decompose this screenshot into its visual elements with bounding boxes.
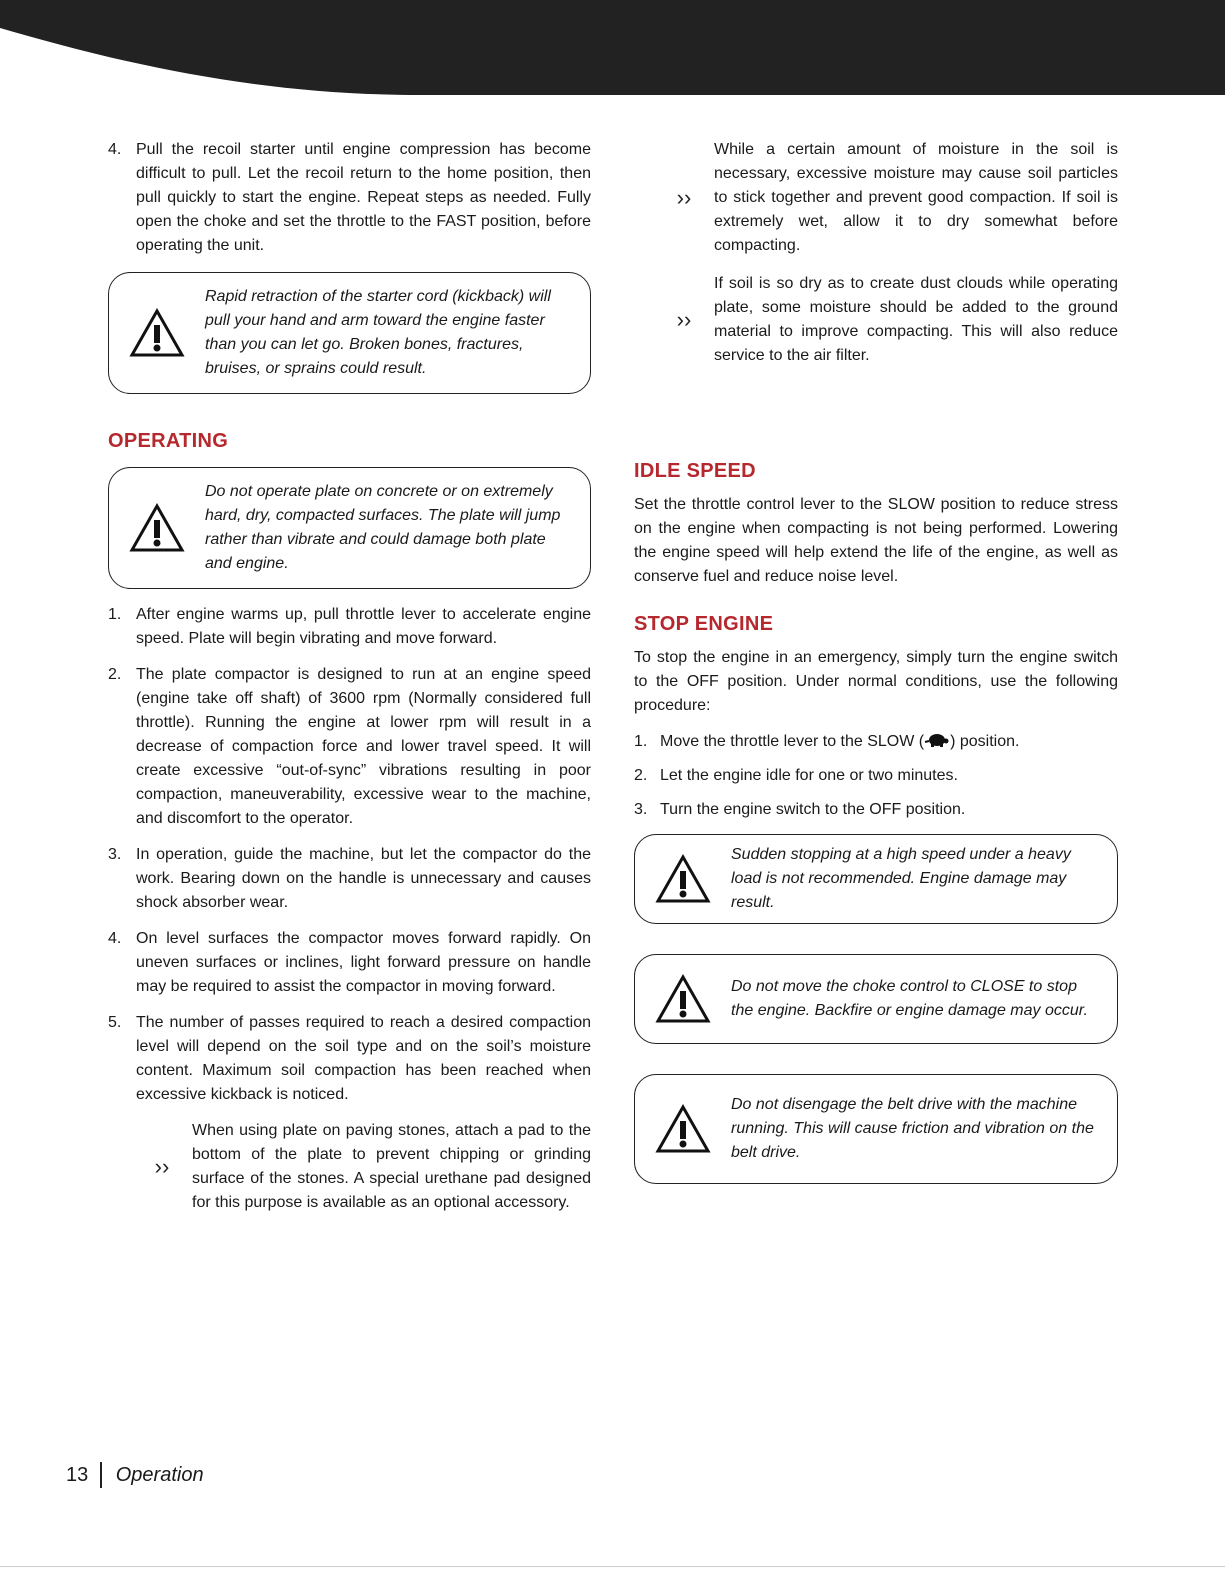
warning-box-sudden-stop	[634, 834, 1118, 924]
note-text: While a certain amount of moisture in the soil is necessary, excessive moisture may cause soil particles to stick together and prevent good compaction. If soil is extremely wet, allow it to dry somewhat before compacting.	[714, 141, 1118, 254]
list-text: Pull the recoil starter until engine compression has become difficult to pull. Let the recoil return to the home position, then pull quickly to start the engine. Repeat steps as needed. Fully open the choke and set the throttle to the FAST position, before operating the unit.	[136, 141, 591, 254]
list-item: 2. Let the engine idle for one or two minutes.	[634, 767, 958, 784]
footer-divider	[100, 1462, 102, 1488]
warning-triangle-icon	[655, 1104, 711, 1154]
list-item: 3. Turn the engine switch to the OFF position.	[634, 801, 966, 818]
note-paving-stones	[132, 1119, 591, 1215]
double-chevron-icon: ››	[676, 307, 692, 332]
right-column	[634, 138, 1118, 1184]
operating-steps	[108, 603, 591, 1107]
list-item: 1. Move the throttle lever to the SLOW ( ) position.	[634, 733, 1020, 750]
note-text: When using plate on paving stones, attach a pad to the bottom of the plate to prevent chipping or grinding surface of the stones. A special urethane pad designed for this purpose is available as an optional accessory.	[192, 1122, 591, 1211]
double-chevron-icon: ››	[676, 185, 692, 210]
section-heading-operating: OPERATING	[108, 430, 229, 452]
note-moisture	[654, 138, 1118, 258]
page-number: 13	[66, 1463, 89, 1486]
header-banner	[0, 0, 1225, 100]
stop-engine-text: To stop the engine in an emergency, simply turn the engine switch to the OFF position. Under normal conditions, use the following procedure:	[634, 649, 1118, 714]
section-heading-stop-engine: STOP ENGINE	[634, 613, 774, 635]
warning-box-belt-drive	[634, 1074, 1118, 1184]
note-dry-soil	[654, 272, 1118, 368]
warning-text: Do not operate plate on concrete or on extremely hard, dry, compacted surfaces. The plate will jump rather than vibrate and could damage both plate and engine.	[205, 483, 561, 572]
idle-speed-text: Set the throttle control lever to the SLOW position to reduce stress on the engine when compacting is not being performed. Lowering the engine speed will help extend the life of the engine, as well as conserve fuel and reduce noise level.	[634, 496, 1118, 585]
warning-triangle-icon	[655, 854, 711, 904]
turtle-slow-icon	[924, 733, 950, 747]
warning-box-kickback	[108, 272, 591, 394]
list-item: 4. On level surfaces the compactor moves forward rapidly. On uneven surfaces or inclines, light forward pressure on handle may be required to assist the compactor in moving forward.	[108, 930, 591, 995]
section-heading-idle-speed: IDLE SPEED	[634, 460, 756, 482]
warning-triangle-icon	[655, 974, 711, 1024]
footer-section-title: Operation	[115, 1463, 204, 1486]
page-footer	[66, 1462, 204, 1488]
bottom-divider	[0, 1566, 1225, 1567]
warning-box-choke	[634, 954, 1118, 1044]
list-item: 2. The plate compactor is designed to run at an engine speed (engine take off shaft) of 3600 rpm (Normally considered full throttle). Running the engine at lower rpm will result in a decrease of compaction force and lower travel speed. It will create excessive “out-of-sync” vibrations resulting in poor compaction, maneuverability, excessive wear to the machine, and discomfort to the operator.	[108, 666, 591, 827]
list-item: 1. After engine warms up, pull throttle lever to accelerate engine speed. Plate will begin vibrating and move forward.	[108, 606, 591, 647]
list-item: 5. The number of passes required to reach a desired compaction level will depend on the soil type and on the soil’s moisture content. Maximum soil compaction has been reached when excessive kickback is noticed.	[108, 1014, 591, 1103]
warning-text: Do not disengage the belt drive with the machine running. This will cause friction and vibration on the belt drive.	[731, 1096, 1094, 1161]
list-number: 4.	[108, 141, 122, 158]
warning-triangle-icon	[129, 503, 185, 553]
warning-text: Do not move the choke control to CLOSE to stop the engine. Backfire or engine damage may occur.	[731, 978, 1088, 1019]
list-item: 3. In operation, guide the machine, but let the compactor do the work. Bearing down on the handle is unnecessary and causes shock absorber wear.	[108, 846, 591, 911]
warning-triangle-icon	[129, 308, 185, 358]
warning-box-concrete	[108, 467, 591, 589]
warning-text: Sudden stopping at a high speed under a heavy load is not recommended. Engine damage may result.	[731, 846, 1071, 911]
stop-steps	[634, 730, 1118, 822]
left-column	[108, 138, 591, 1215]
double-chevron-icon: ››	[154, 1154, 170, 1179]
list-item	[108, 138, 591, 258]
warning-text: Rapid retraction of the starter cord (kickback) will pull your hand and arm toward the engine faster than you can let go. Broken bones, fractures, bruises, or sprains could result.	[205, 288, 551, 377]
note-text: If soil is so dry as to create dust clouds while operating plate, some moisture should be added to the ground material to improve compacting. This will also reduce service to the air filter.	[714, 275, 1118, 364]
